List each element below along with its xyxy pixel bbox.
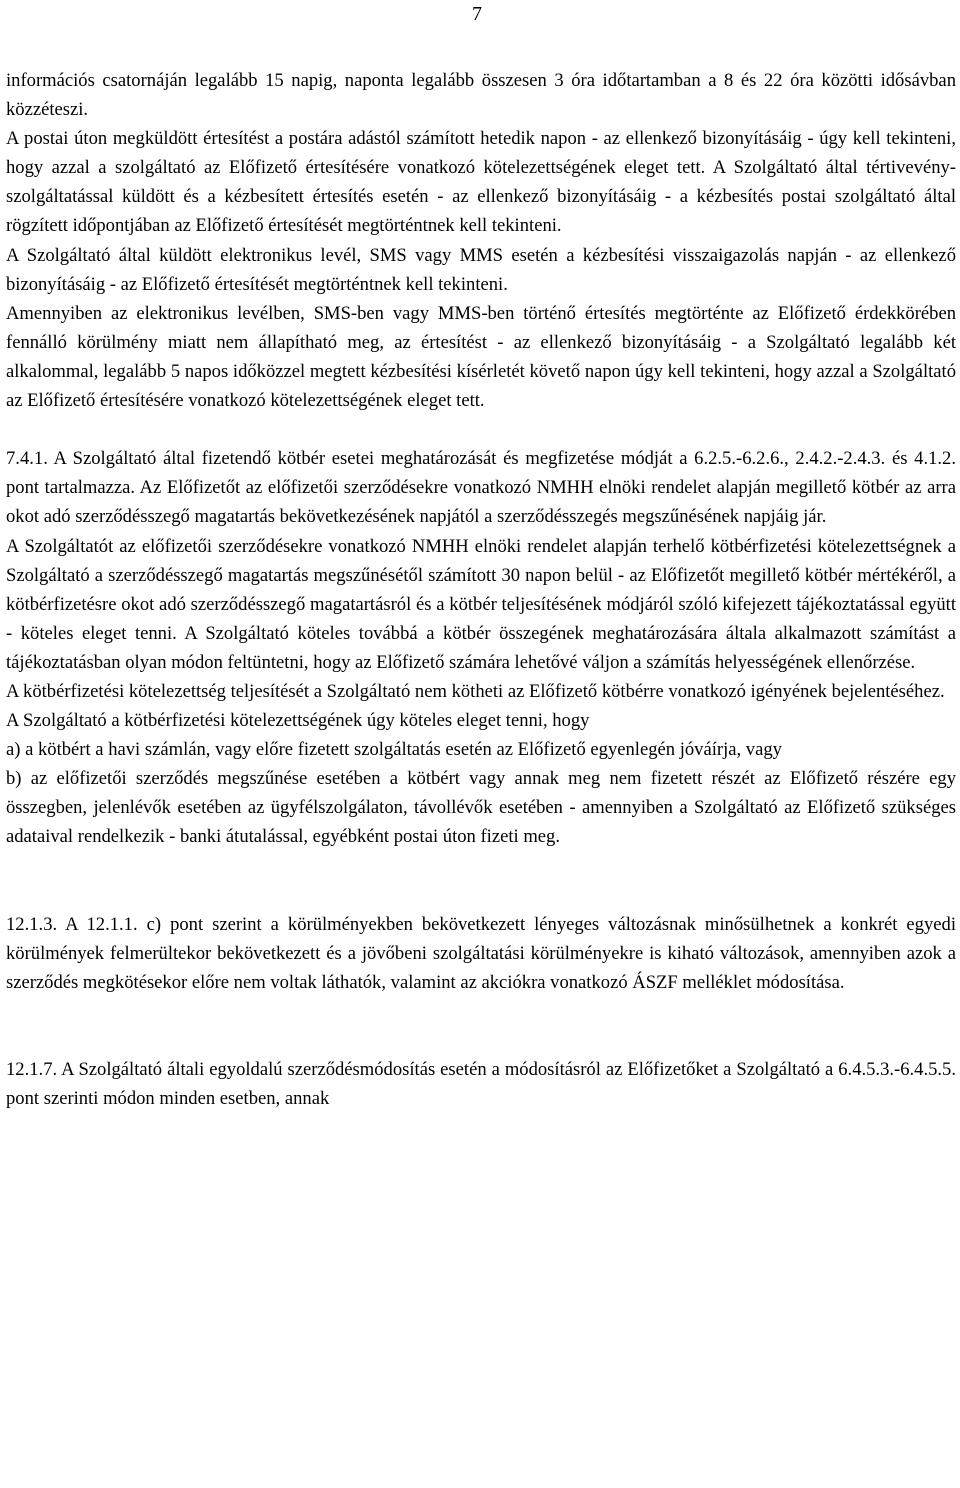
paragraph-penalty-obligation: A Szolgáltatót az előfizetői szerződésekre vonatkozó NMHH elnöki rendelet alapján terhelő kötbérfizetési kötelezettségnek a Szolgáltató a szerződésszegő magatartás megszűnésétől számított 30 napon belül - az Előfizetőt megillető kötbér mértékéről, a kötbérfizetésre okot adó szerződésszegő magatartásról és a kötbér teljesítésének módjáról szóló kifejezett tájékoztatással együtt - köteles eleget tenni. A Szolgáltató köteles továbbá a kötbér összegének meghatározására általa alkalmazott számítást a tájékoztatásban olyan módon feltüntetni, hogy az Előfizető számára lehetővé váljon a számítás helyességének ellenőrzése. xyxy=(6,535,956,673)
paragraph-electronic-failure: Amennyiben az elektronikus levélben, SMS-ben vagy MMS-ben történő értesítés megtörténte az Előfizető érdekkörében fennálló körülmény miatt nem állapítható meg, az értesítést - az ellenkező bizonyításáig - a Szolgáltató legalább két alkalommal, legalább 5 napos időközzel megtett kézbesítési kísérletét követő napon úgy kell tekinteni, hogy azzal a Szolgáltató az Előfizető értesítésére vonatkozó kötelezettségének eleget tett. xyxy=(6,302,956,412)
list-item-b: b) az előfizetői szerződés megszűnése esetében a kötbért vagy annak meg nem fizetett részét az Előfizető részére egy összegben, jelenlévők esetében az ügyfélszolgálaton, távollévők esetében - amennyiben a Szolgáltató az Előfizető szükséges adataival rendelkezik - banki átutalással, egyébként postai úton fizeti meg. xyxy=(6,768,956,848)
paragraph-postal-notice: A postai úton megküldött értesítést a postára adástól számított hetedik napon - az ellenkező bizonyításáig - úgy kell tekinteni, hogy azzal a szolgáltató az Előfizető értesítésére vonatkozó kötelezettségének eleget tett. A Szolgáltató által tértivevény-szolgáltatással küldött és a kézbesített értesítés esetén - az ellenkező bizonyításáig - a kézbesítés postai szolgáltató által rögzített időpontjában az Előfizető értesítését megtörténtnek kell tekinteni. xyxy=(6,128,956,237)
paragraph-penalty-condition: A kötbérfizetési kötelezettség teljesítését a Szolgáltató nem kötheti az Előfizető kötbérre vonatkozó igényének bejelentéséhez. xyxy=(6,680,945,702)
paragraph-penalty-method: A Szolgáltató a kötbérfizetési kötelezettségének úgy köteles eleget tenni, hogy xyxy=(6,710,590,732)
document-body xyxy=(6,66,956,1113)
paragraph-section-12-1-7: 12.1.7. A Szolgáltató általi egyoldalú szerződésmódosítás esetén a módosításról az Előfizetőket a Szolgáltató a 6.4.5.3.-6.4.5.5. pont szerinti módon minden esetben, annak xyxy=(6,1058,956,1109)
spacer xyxy=(6,997,956,1055)
list-item-a: a) a kötbért a havi számlán, vagy előre fizetett szolgáltatás esetén az Előfizető egyenlegén jóváírja, vagy xyxy=(6,739,782,761)
spacer xyxy=(6,852,956,910)
paragraph-section-12-1-3: 12.1.3. A 12.1.1. c) pont szerint a körülményekben bekövetkezett lényeges változásnak minősülhetnek a konkrét egyedi körülmények felmerültekor bekövetkezett és a jövőbeni szolgáltatási körülményekre is kiható változások, amennyiben azok a szerződés megkötésekor előre nem voltak láthatók, valamint az akciókra vonatkozó ÁSZF melléklet módosítása. xyxy=(6,913,956,993)
paragraph-intro: információs csatornáján legalább 15 napig, naponta legalább összesen 3 óra időtartamban a 8 és 22 óra közötti idősávban közzéteszi. xyxy=(6,70,956,121)
paragraph-section-7-4-1: 7.4.1. A Szolgáltató által fizetendő kötbér esetei meghatározását és megfizetése módját a 6.2.5.-6.2.6., 2.4.2.-2.4.3. és 4.1.2. pont tartalmazza. Az Előfizetőt az előfizetői szerződésekre vonatkozó NMHH elnöki rendelet alapján megillető kötbér az arra okot adó szerződésszegő magatartás bekövetkezésének napjától a szerződésszegés megszűnésének napjáig jár. xyxy=(6,448,956,528)
spacer xyxy=(6,415,956,444)
page-number: 7 xyxy=(472,3,482,25)
paragraph-electronic-notice: A Szolgáltató által küldött elektronikus levél, SMS vagy MMS esetén a kézbesítési visszaigazolás napján - az ellenkező bizonyításáig - az Előfizető értesítését megtörténtnek kell tekinteni. xyxy=(6,244,956,295)
